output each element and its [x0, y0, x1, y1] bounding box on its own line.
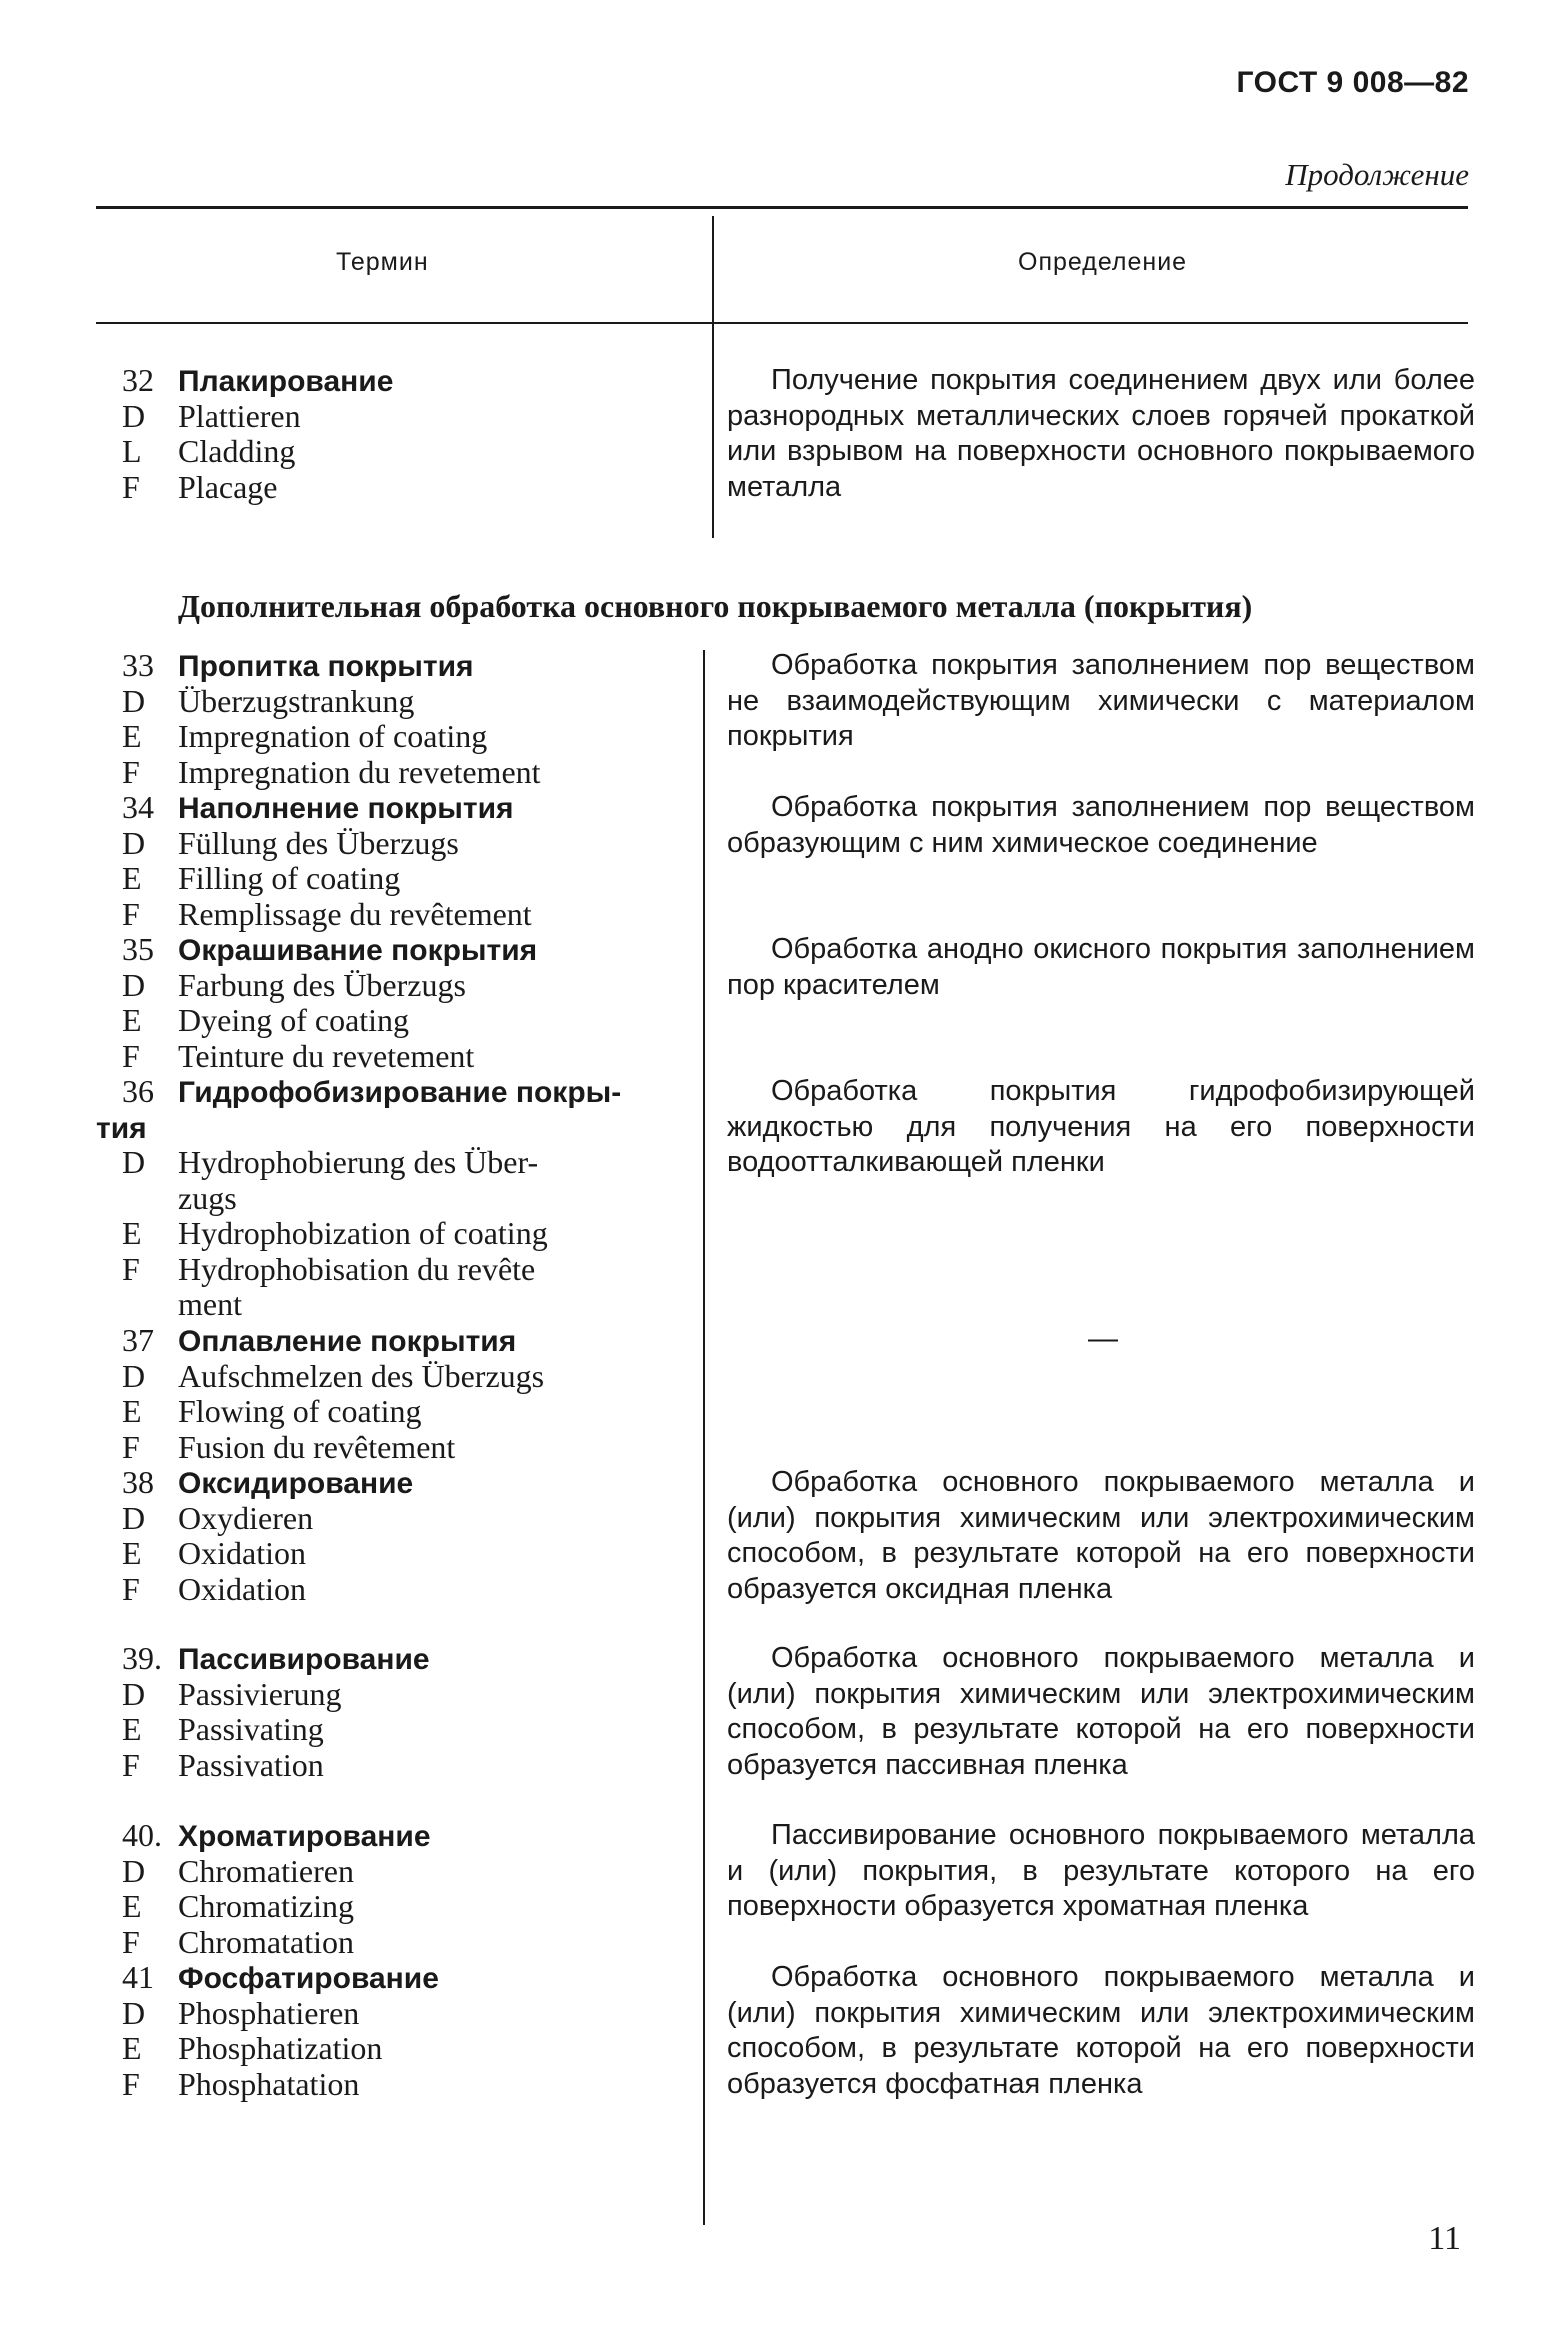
term-block-36: [96, 1073, 682, 1323]
translation-text: Passivation: [178, 1746, 324, 1783]
language-code: F: [122, 1570, 140, 1607]
definition-text: Обработка основного покрываемого металла и (или) покрытия химическим или электрохимическим способом, в результате которой на его поверхности образуется пассивная пленка: [727, 1642, 1475, 1781]
definition-text: Получение покрытия соединением двух или более разнородных металлических слоев горячей прокаткой или взрывом на поверхности основного покрываемого металла: [727, 364, 1475, 503]
term-russian: Плакирование: [178, 365, 394, 398]
language-code: F: [122, 1428, 140, 1465]
term-number: 38: [122, 1464, 154, 1500]
term-number: 34: [122, 789, 154, 825]
column-header-definition: Определение: [1018, 248, 1188, 276]
term-translation: [122, 2067, 682, 2103]
term-russian: Хроматирование: [178, 1820, 431, 1853]
term-heading: [122, 1960, 682, 1996]
language-code: F: [122, 468, 140, 505]
term-translation: [122, 719, 682, 755]
term-translation: [122, 1712, 682, 1748]
language-code: D: [122, 397, 146, 434]
translation-text: Hydrophobization of coating: [178, 1215, 548, 1251]
translation-text: Farbung des Überzugs: [178, 966, 466, 1003]
language-code: D: [122, 1144, 146, 1180]
translation-text: Dyeing of coating: [178, 1002, 410, 1038]
term-block-34: [122, 790, 682, 932]
language-code: F: [122, 1037, 140, 1074]
term-number: 40.: [122, 1817, 162, 1853]
language-code: L: [122, 433, 142, 469]
term-heading: [122, 1465, 682, 1501]
term-block-35: [122, 932, 682, 1074]
language-code: D: [122, 1852, 146, 1889]
translation-text: zugs: [178, 1179, 237, 1216]
definition-text: Обработка покрытия заполнением пор веществом не взаимодействующим химически с материалом покрытия: [727, 649, 1475, 752]
term-translation: [122, 1889, 682, 1925]
language-code: D: [122, 1675, 146, 1712]
term-translation: [122, 1996, 682, 2032]
language-code: E: [122, 1215, 142, 1251]
term-translation: [122, 1003, 682, 1039]
language-code: E: [122, 1535, 142, 1571]
translation-text: Cladding: [178, 433, 296, 469]
term-russian: Наполнение покрытия: [178, 792, 514, 825]
term-translation: [122, 1039, 682, 1075]
header-bottom-rule: [96, 322, 1468, 324]
page-number: 11: [1428, 2220, 1461, 2257]
term-translation: [122, 1572, 682, 1608]
table-column-divider: [712, 216, 714, 538]
term-russian: Пассивирование: [178, 1643, 430, 1676]
language-code: E: [122, 718, 142, 754]
term-block-33: [122, 648, 682, 790]
term-russian: Фосфатирование: [178, 1962, 439, 1995]
translation-text: Passivating: [178, 1711, 324, 1747]
translation-text: Phosphatieren: [178, 1994, 360, 2031]
term-translation: [122, 1216, 682, 1252]
translation-text: Fusion du revêtement: [178, 1428, 456, 1465]
term-block-38: [122, 1465, 682, 1607]
term-translation: [122, 1925, 682, 1961]
term-heading: [122, 790, 682, 826]
term-heading: [122, 1818, 682, 1854]
language-code: F: [122, 753, 140, 790]
term-number: 41: [122, 1959, 154, 1995]
translation-text: Chromatieren: [178, 1852, 354, 1889]
term-translation: [122, 755, 682, 791]
term-translation: [122, 1677, 682, 1713]
translation-text: Teinture du revetement: [178, 1037, 475, 1074]
term-translation: [122, 1854, 682, 1890]
translation-text: Oxidation: [178, 1535, 306, 1571]
term-translation: [122, 1394, 682, 1430]
language-code: D: [122, 824, 146, 861]
term-russian: Оксидирование: [178, 1467, 414, 1500]
section-title: Дополнительная обработка основного покрываемого металла (покрытия): [178, 588, 1253, 624]
term-number: 36: [122, 1073, 154, 1109]
translation-text: Aufschmelzen des Überzugs: [178, 1357, 545, 1394]
translation-text: ment: [178, 1286, 242, 1322]
term-heading: [122, 932, 682, 968]
term-number: 32: [122, 362, 154, 398]
term-heading: [122, 1641, 682, 1677]
term-translation: [122, 2031, 682, 2067]
language-code: D: [122, 966, 146, 1003]
column-header-term: Термин: [336, 248, 429, 276]
term-translation: [122, 1501, 682, 1537]
language-code: F: [122, 895, 140, 932]
translation-text: Hydrophobierung des Über-: [178, 1144, 539, 1180]
document-code: ГОСТ 9 008—82: [1236, 66, 1469, 99]
translation-text: Oxidation: [178, 1570, 306, 1607]
definition-text: Обработка покрытия гидрофобизирующей жидкостью для получения на его поверхности водоотталкивающей пленки: [727, 1075, 1475, 1178]
translation-text: Remplissage du revêtement: [178, 895, 532, 932]
translation-text: Placage: [178, 468, 278, 505]
translation-text: Impregnation du revetement: [178, 753, 541, 790]
translation-text: Impregnation of coating: [178, 718, 488, 754]
translation-text: Füllung des Überzugs: [178, 824, 459, 861]
language-code: E: [122, 1393, 142, 1429]
term-russian: Окрашивание покрытия: [178, 934, 538, 967]
term-translation: [122, 897, 682, 933]
translation-text: Filling of coating: [178, 860, 401, 896]
language-code: F: [122, 1923, 140, 1960]
term-translation: [122, 1748, 682, 1784]
translation-text: Chromatation: [178, 1923, 354, 1960]
definition-dash: —: [1088, 1322, 1118, 1355]
term-block-37: [122, 1323, 682, 1465]
term-heading: [122, 1074, 682, 1110]
term-translation: [122, 1359, 682, 1395]
term-number: 39.: [122, 1640, 162, 1676]
definition-text: Обработка основного покрываемого металла и (или) покрытия химическим или электрохимическим способом, в результате которой на его поверхности образуется оксидная пленка: [727, 1466, 1475, 1605]
language-code: D: [122, 1994, 146, 2031]
table-column-divider-lower: [703, 650, 705, 2225]
language-code: E: [122, 1002, 142, 1038]
language-code: E: [122, 2030, 142, 2066]
translation-text: Flowing of coating: [178, 1393, 422, 1429]
term-translation: [122, 434, 682, 470]
definition-text: Обработка покрытия заполнением пор веществом образующим с ним химическое соединение: [727, 791, 1475, 859]
continued-label: Продолжение: [1285, 157, 1469, 192]
term-russian: Пропитка покрытия: [178, 650, 474, 683]
term-russian: Гидрофобизирование покры-: [178, 1076, 622, 1109]
definition-text: Обработка основного покрываемого металла и (или) покрытия химическим или электрохимическим способом, в результате которой на его поверхности образуется фосфатная пленка: [727, 1961, 1475, 2100]
term-translation: [122, 470, 682, 506]
language-code: D: [122, 1499, 146, 1536]
term-translation: [122, 1287, 682, 1323]
language-code: E: [122, 1888, 142, 1924]
language-code: E: [122, 860, 142, 896]
term-translation: [122, 1430, 682, 1466]
term-translation: [122, 861, 682, 897]
term-block: [122, 363, 682, 505]
translation-text: Chromatizing: [178, 1888, 354, 1924]
translation-text: Überzugstrankung: [178, 682, 415, 719]
translation-text: Passivierung: [178, 1675, 342, 1712]
term-number: 37: [122, 1322, 154, 1358]
term-translation: [122, 1181, 682, 1217]
definition-text: Обработка анодно окисного покрытия заполнением пор красителем: [727, 933, 1475, 1001]
translation-text: Plattieren: [178, 397, 301, 434]
language-code: E: [122, 1711, 142, 1747]
term-block-41: [122, 1960, 682, 2102]
term-translation: [122, 1145, 682, 1181]
term-block-40: [122, 1818, 682, 1960]
language-code: F: [122, 1746, 140, 1783]
table-top-rule: [96, 206, 1468, 209]
term-translation: [122, 1252, 682, 1288]
term-translation: [122, 968, 682, 1004]
translation-text: Phosphatization: [178, 2030, 383, 2066]
term-heading: [122, 363, 682, 399]
term-translation: [122, 1536, 682, 1572]
term-number: 35: [122, 931, 154, 967]
term-translation: [122, 684, 682, 720]
term-russian: Оплавление покрытия: [178, 1325, 517, 1358]
term-translation: [122, 826, 682, 862]
term-russian-continuation: тия: [96, 1111, 147, 1145]
term-heading: [122, 648, 682, 684]
translation-text: Phosphatation: [178, 2065, 360, 2102]
language-code: F: [122, 1250, 140, 1287]
term-heading-continuation: [96, 1110, 682, 1146]
language-code: D: [122, 682, 146, 719]
term-heading: [122, 1323, 682, 1359]
language-code: F: [122, 2065, 140, 2102]
language-code: D: [122, 1357, 146, 1394]
definition-text: Пассивирование основного покрываемого металла и (или) покрытия, в результате которого на его поверхности образуется хроматная пленка: [727, 1819, 1475, 1922]
translation-text: Hydrophobisation du revête: [178, 1250, 536, 1287]
term-number: 33: [122, 647, 154, 683]
term-block-39: [122, 1641, 682, 1783]
translation-text: Oxydieren: [178, 1499, 314, 1536]
term-translation: [122, 399, 682, 435]
